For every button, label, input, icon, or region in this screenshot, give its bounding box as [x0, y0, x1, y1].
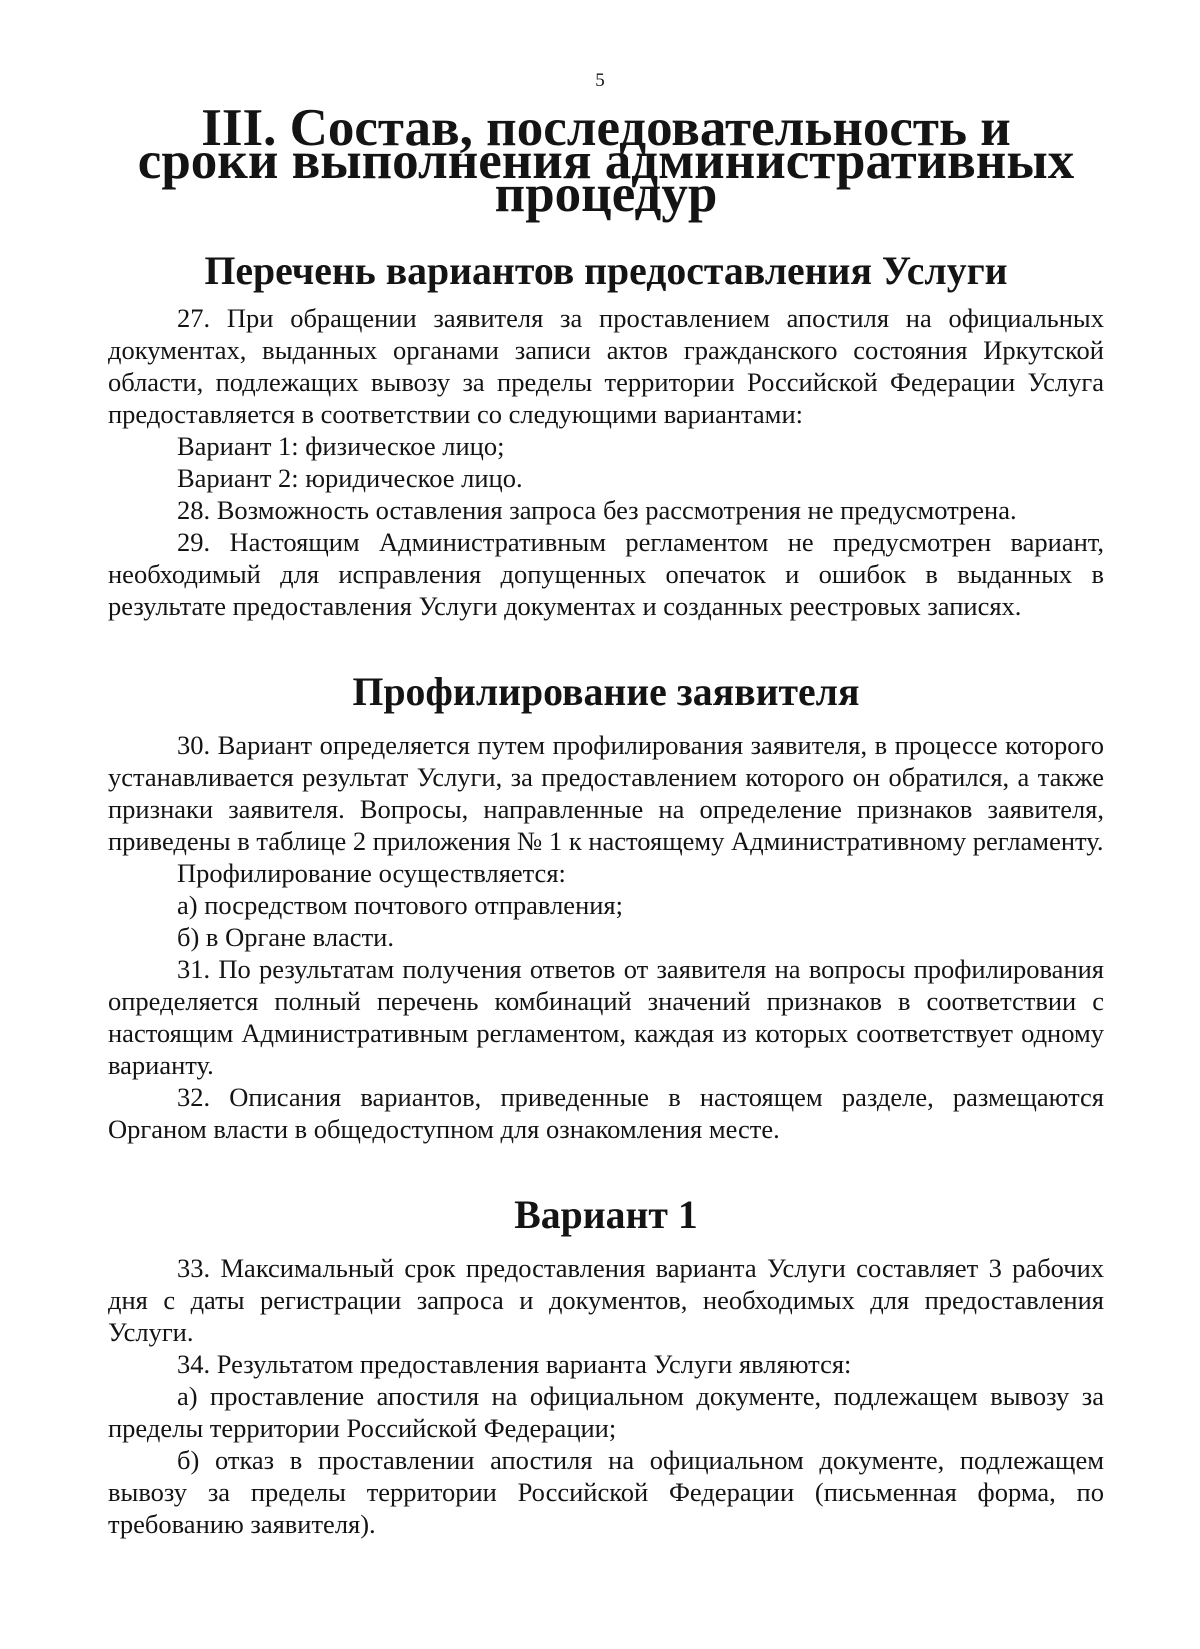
- page-number: 5: [595, 70, 605, 91]
- paragraph-29: 29. Настоящим Административным регламентом не предусмотрен вариант, необходимый для исправления допущенных опечаток и ошибок в выданных в результате предоставления Услуги документах и созданных реестровых записях.: [108, 527, 1104, 621]
- paragraph-30-intro: Профилирование осуществляется:: [177, 858, 566, 888]
- subsection-title-variants-list: Перечень вариантов предоставления Услуги: [204, 249, 1008, 293]
- list-item-variant-2: Вариант 2: юридическое лицо.: [177, 463, 523, 493]
- list-item-profiling-a: а) посредством почтового отправления;: [177, 890, 623, 920]
- paragraph-31: 31. По результатам получения ответов от заявителя на вопросы профилирования определяется полный перечень комбинаций значений признаков в соответствии с настоящим Административным регламентом, каждая из которых соответствует одному варианту.: [108, 954, 1104, 1080]
- paragraph-30: 30. Вариант определяется путем профилирования заявителя, в процессе которого устанавливается результат Услуги, за предоставлением которого он обратился, а также признаки заявителя. Вопросы, направленные на определение признаков заявителя, приведены в таблице 2 приложения № 1 к настоящему Административному регламенту.: [108, 730, 1104, 856]
- list-item-result-a: а) проставление апостиля на официальном документе, подлежащем вывозу за пределы территории Российской Федерации;: [108, 1381, 1104, 1443]
- paragraph-33: 33. Максимальный срок предоставления варианта Услуги составляет 3 рабочих дня с даты регистрации запроса и документов, необходимых для предоставления Услуги.: [108, 1253, 1104, 1347]
- paragraph-27: 27. При обращении заявителя за проставлением апостиля на официальных документах, выданных органами записи актов гражданского состояния Иркутской области, подлежащих вывозу за пределы территории Российской Федерации Услуга предоставляется в соответствии со следующими вариантами:: [108, 303, 1104, 429]
- paragraph-32: 32. Описания вариантов, приведенные в настоящем разделе, размещаются Органом власти в общедоступном для ознакомления месте.: [108, 1082, 1104, 1144]
- subsection-title-variant-1: Вариант 1: [514, 1193, 698, 1237]
- document-body: [108, 99, 1104, 1540]
- paragraph-28: 28. Возможность оставления запроса без рассмотрения не предусмотрена.: [177, 495, 1017, 525]
- list-item-profiling-b: б) в Органе власти.: [177, 922, 394, 952]
- section-title: III. Состав, последовательность и сроки выполнения административных процедур: [137, 99, 1075, 223]
- list-item-variant-1: Вариант 1: физическое лицо;: [177, 431, 505, 461]
- paragraph-34: 34. Результатом предоставления варианта Услуги являются:: [177, 1349, 852, 1379]
- list-item-result-b: б) отказ в проставлении апостиля на официальном документе, подлежащем вывозу за пределы территории Российской Федерации (письменная форма, по требованию заявителя).: [108, 1445, 1104, 1539]
- subsection-title-profiling: Профилирование заявителя: [352, 670, 860, 714]
